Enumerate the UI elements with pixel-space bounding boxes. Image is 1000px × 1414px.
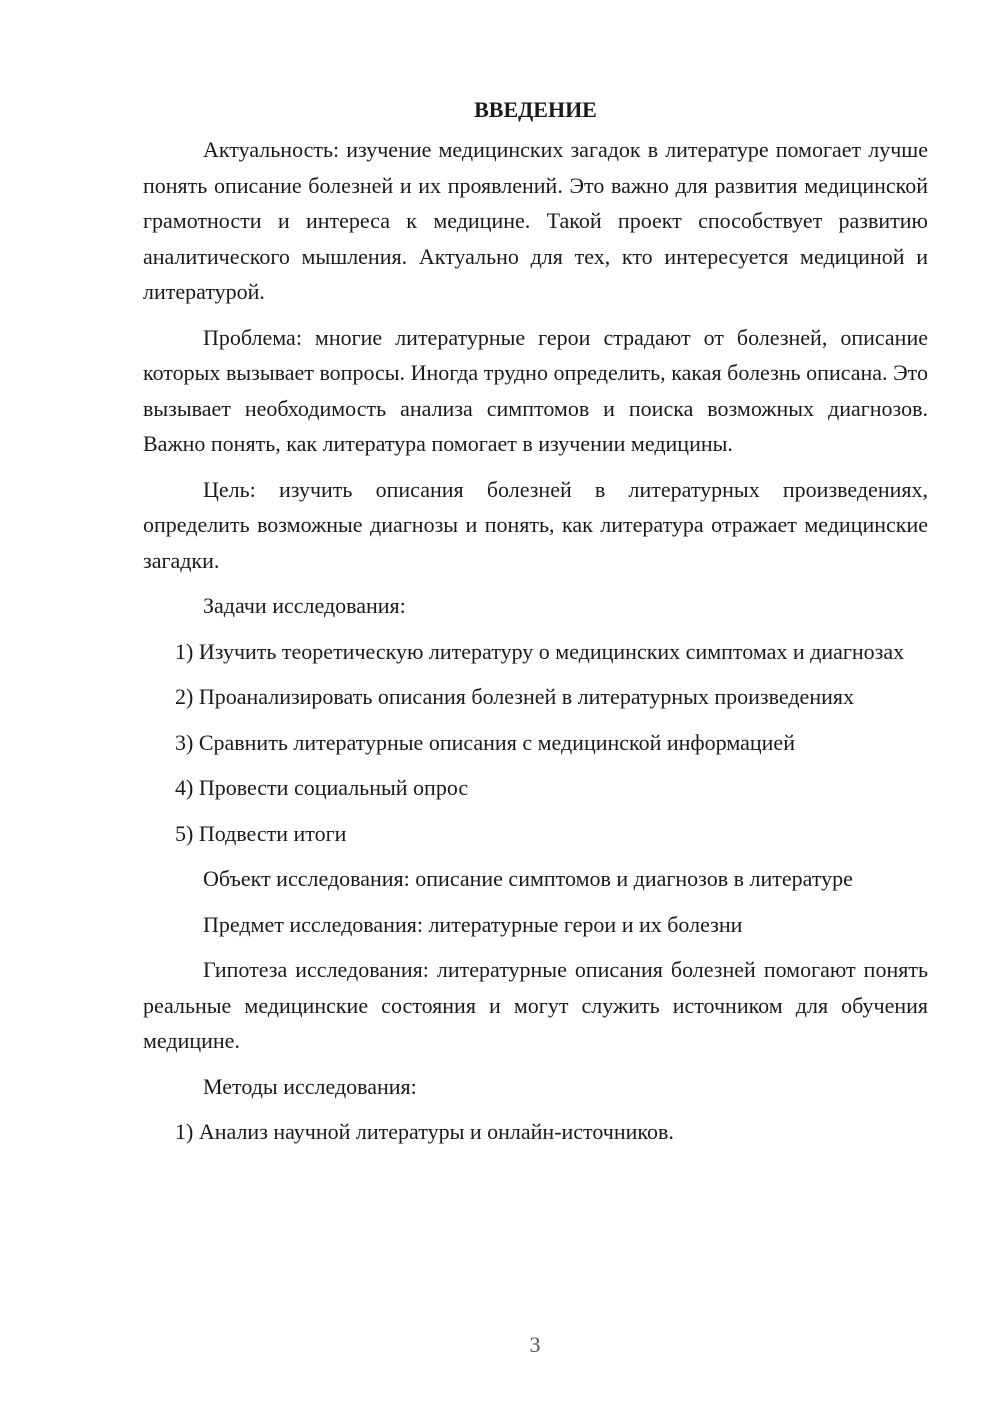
hypothesis-paragraph: Гипотеза исследования: литературные описания болезней помогают понять реальные медицинские состояния и могут служить источником для обучения медицине. <box>143 957 928 1053</box>
object-paragraph: Объект исследования: описание симптомов и диагнозов в литературе <box>203 866 853 891</box>
problem-paragraph: Проблема: многие литературные герои страдают от болезней, описание которых вызывает вопросы. Иногда трудно определить, какая болезнь описана. Это вызывает необходимость анализа симптомов и поиска возможных диагнозов. Важно понять, как литература помогает в изучении медицины. <box>143 324 928 456</box>
tasks-heading: Задачи исследования: <box>203 593 406 618</box>
task-item-4: 4) Провести социальный опрос <box>175 775 469 800</box>
page-number: 3 <box>529 1332 541 1357</box>
goal-paragraph: Цель: изучить описания болезней в литературных произведениях, определить возможные диагнозы и понять, как литература отражает медицинские загадки. <box>143 476 928 573</box>
relevance-paragraph: Актуальность: изучение медицинских загадок в литературе помогает лучше понять описание болезней и их проявлений. Это важно для развития медицинской грамотности и интереса к медицине. Такой проект способствует развитию аналитического мышления. Актуально для тех, кто интересуется медициной и литературой. <box>143 137 928 304</box>
task-item-3: 3) Сравнить литературные описания с медицинской информацией <box>175 729 795 755</box>
subject-paragraph: Предмет исследования: литературные герои и их болезни <box>203 911 743 937</box>
task-item-1: 1) Изучить теоретическую литературу о медицинских симптомах и диагнозах <box>175 638 905 664</box>
document-page <box>143 92 928 1160</box>
task-item-2: 2) Проанализировать описания болезней в литературных произведениях <box>175 684 854 709</box>
task-item-5: 5) Подвести итоги <box>175 820 347 846</box>
method-item-1: 1) Анализ научной литературы и онлайн-источников. <box>175 1119 674 1144</box>
methods-heading: Методы исследования: <box>203 1073 417 1099</box>
section-title: ВВЕДЕНИЕ <box>474 97 597 122</box>
